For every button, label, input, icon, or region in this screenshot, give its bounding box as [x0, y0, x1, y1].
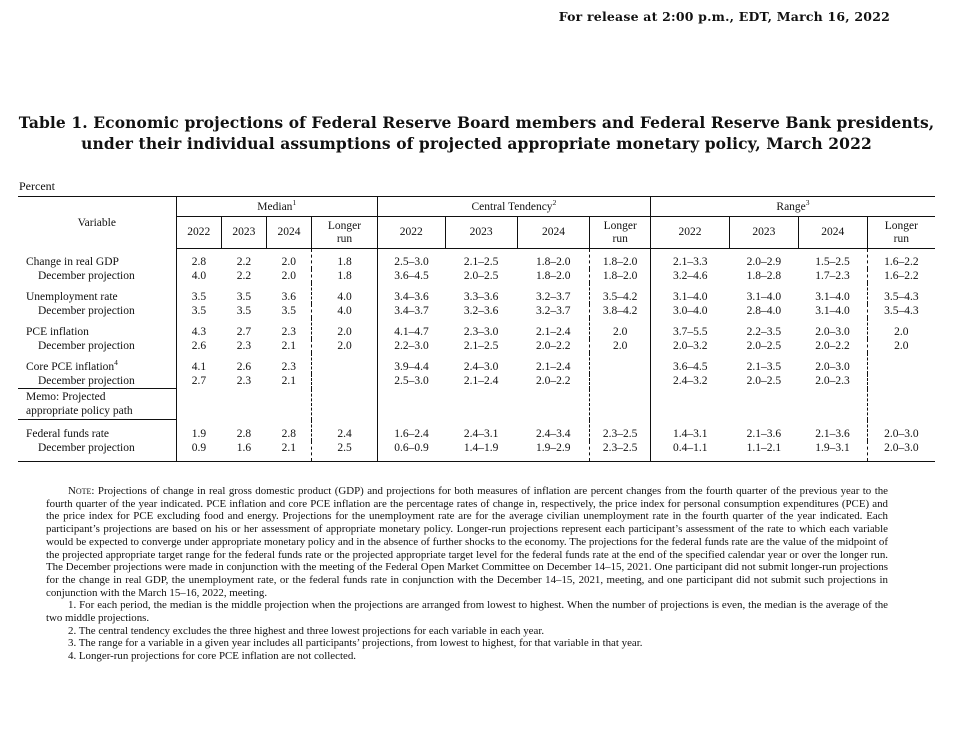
- memo-empty-cell: [445, 389, 517, 420]
- note-paragraph: Note: Projections of change in real gross domestic product (GDP) and projections for both measures of inflation are percent changes from the fourth quarter of the previous year to the fourth quarter of the year indicated. PCE inflation and core PCE inflation are the percentage rates of change in, respectively, the price index for personal consumption expenditures (PCE) and the price index for PCE excluding food and energy. Projections for the unemployment rate are for the average civilian unemployment rate in the fourth quarter of the year indicated. Each participant’s projections are based on his or her assessment of appropriate monetary policy. Longer-run projections represent each participant’s assessment of the rate to which each variable would be expected to converge under appropriate monetary policy and in the absence of further shocks to the economy. The projections for the federal funds rate are the value of the midpoint of the projected appropriate target range for the federal funds rate or the projected appropriate target level for the federal funds rate at the end of the specified calendar year or over the longer run. The December projections were made in conjunction with the meeting of the Federal Open Market Committee on December 14–15, 2021. One participant did not submit longer-run projections for the change in real GDP, the unemployment rate, or the federal funds rate in conjunction with the December 14–15, 2021, meeting, and one participant did not submit such projections in conjunction with the March 15–16, 2022, meeting.: [46, 485, 888, 599]
- pce-range-cell: 3.7–5.5: [650, 318, 729, 339]
- ffr-label: Federal funds rate: [18, 420, 176, 442]
- table-note: [46, 485, 888, 663]
- gdp-median-cell: 1.8: [312, 249, 378, 270]
- unemp-ct-cell: 3.3–3.6: [463, 291, 499, 303]
- pce-range-cell: 2.0: [867, 318, 935, 339]
- core-range-cell: 2.4–3.2: [650, 374, 729, 389]
- memo-empty-cell: [221, 389, 266, 420]
- ffr-range-cell: 2.0–3.0: [867, 420, 935, 442]
- unemp-ct-cell: 3.4–3.6: [377, 283, 445, 304]
- gdp-median-cell: 2.2: [236, 270, 252, 282]
- median-2022: 2022: [176, 217, 221, 249]
- pce-median-cell: 2.3: [236, 340, 252, 352]
- release-notice: For release at 2:00 p.m., EDT, March 16, 2022: [558, 9, 890, 24]
- ffr-ct-cell: 1.9–2.9: [535, 442, 571, 454]
- core-range-cell: 2.1–3.5: [746, 361, 782, 373]
- unemp-ct-cell: 3.2–3.7: [535, 291, 571, 303]
- ffr-range-cell: 2.1–3.6: [746, 427, 782, 440]
- core-median-cell: 2.7: [176, 374, 221, 389]
- memo-empty-cell: [377, 389, 445, 420]
- unemp-median-cell: 3.5: [236, 305, 252, 317]
- title-line-1: Table 1. Economic projections of Federal Reserve Board members and Federal Reserve Bank presidents,: [18, 113, 935, 132]
- core-ct-cell: [590, 374, 651, 389]
- pce-ct-cell: 2.3–3.0: [463, 326, 499, 338]
- ffr-range-cell: 2.0–3.0: [867, 441, 935, 462]
- gdp-median-cell: 2.8: [176, 249, 221, 270]
- projections-table: [18, 196, 935, 462]
- core-ct-cell: 2.4–3.0: [463, 361, 499, 373]
- gdp-ct-cell: 1.8–2.0: [590, 249, 651, 270]
- pce-ct-cell: 4.1–4.7: [377, 318, 445, 339]
- memo-empty-cell: [176, 389, 221, 420]
- memo-empty-cell: [650, 389, 729, 420]
- ffr-median-cell: 2.8: [281, 427, 296, 440]
- unemp-range-cell: 3.1–4.0: [650, 283, 729, 304]
- pce-range-cell: 2.2–3.5: [746, 326, 782, 338]
- memo-line-2: appropriate policy path: [26, 405, 133, 417]
- core-label: Core PCE inflation$^4$: [18, 353, 176, 374]
- core-range-cell: 2.0–2.5: [746, 375, 782, 387]
- memo-empty-cell: [798, 389, 867, 420]
- memo-line-1: Memo: Projected: [26, 391, 106, 403]
- pce-range-cell: 2.0–2.5: [746, 340, 782, 352]
- gdp-range-cell: 1.8–2.8: [746, 270, 782, 282]
- range-2024: 2024: [798, 217, 867, 249]
- pce-ct-cell: 2.0: [590, 339, 651, 353]
- core-range-cell: [867, 353, 935, 374]
- unemp-median-cell: 3.5: [176, 283, 221, 304]
- core-ct-cell: 2.1–2.4: [535, 361, 571, 373]
- ffr-median-cell: 2.8: [236, 427, 252, 440]
- unemp-median-cell: 3.5: [236, 291, 252, 303]
- ffr-median-cell: 2.5: [312, 441, 378, 462]
- unemp-ct-cell: 3.2–3.7: [535, 305, 571, 317]
- pce-ct-cell: 2.2–3.0: [377, 339, 445, 353]
- gdp-ct-cell: 2.1–2.5: [463, 256, 499, 268]
- ffr-ct-cell: 0.6–0.9: [377, 441, 445, 462]
- unemp-row: [18, 283, 935, 304]
- ffr-ct-cell: 2.3–2.5: [590, 420, 651, 442]
- core-ct-cell: 2.0–2.2: [535, 375, 571, 387]
- range-longer-run: Longer run: [867, 217, 935, 249]
- pce-median-cell: 2.0: [312, 339, 378, 353]
- gdp-median-cell: 2.0: [281, 270, 296, 282]
- pce-ct-cell: 2.1–2.5: [463, 340, 499, 352]
- ffr-median-cell: 2.1: [281, 442, 296, 454]
- unemp-ct-cell: 3.5–4.2: [590, 283, 651, 304]
- pce-label: PCE inflation: [18, 318, 176, 339]
- central-tendency-header: Central Tendency$^2$: [377, 197, 650, 217]
- unemp-range-cell: 3.5–4.3: [867, 304, 935, 318]
- unemp-label: Unemployment rate: [18, 283, 176, 304]
- projections-table-container: [18, 196, 935, 462]
- core-median-cell: 2.3: [236, 375, 252, 387]
- ffr-ct-cell: 2.3–2.5: [590, 441, 651, 462]
- core-ct-cell: [590, 353, 651, 374]
- ffr-ct-cell: 2.4–3.4: [535, 427, 571, 440]
- footnote-4: 4. Longer-run projections for core PCE inflation are not collected.: [68, 650, 356, 663]
- unemp-ct-cell: 3.8–4.2: [590, 304, 651, 318]
- ct-longer-run: Longer run: [590, 217, 651, 249]
- unemp-december-row: [18, 304, 935, 318]
- core-range-cell: 2.0–2.3: [815, 375, 850, 387]
- unemp-ct-cell: 3.4–3.7: [377, 304, 445, 318]
- ffr-range-cell: 0.4–1.1: [650, 441, 729, 462]
- gdp-ct-cell: 3.6–4.5: [377, 269, 445, 283]
- ffr-range-cell: 1.9–3.1: [815, 442, 850, 454]
- range-header: Range$^3$: [650, 197, 935, 217]
- median-2023: 2023: [221, 217, 266, 249]
- gdp-ct-cell: 2.0–2.5: [463, 270, 499, 282]
- ffr-december-row: [18, 441, 935, 462]
- unemp-range-cell: 3.5–4.3: [867, 283, 935, 304]
- core-range-cell: 3.6–4.5: [650, 353, 729, 374]
- core-median-cell: [312, 353, 378, 374]
- unit-label: Percent: [19, 179, 55, 193]
- memo-empty-cell: [312, 389, 378, 420]
- pce-ct-cell: 2.0–2.2: [535, 340, 571, 352]
- ffr-median-cell: 1.9: [176, 420, 221, 442]
- ffr-ct-cell: 1.4–1.9: [463, 442, 499, 454]
- unemp-median-cell: 3.5: [176, 304, 221, 318]
- range-2023: 2023: [730, 217, 799, 249]
- ffr-median-cell: 2.4: [312, 420, 378, 442]
- core-december-label: December projection: [18, 374, 176, 389]
- gdp-range-cell: 1.7–2.3: [815, 270, 850, 282]
- gdp-range-cell: 1.5–2.5: [815, 256, 850, 268]
- gdp-range-cell: 2.0–2.9: [746, 256, 782, 268]
- gdp-range-cell: 1.6–2.2: [867, 269, 935, 283]
- median-header: Median$^1$: [176, 197, 377, 217]
- core-ct-cell: 2.5–3.0: [377, 374, 445, 389]
- memo-empty-cell: [266, 389, 311, 420]
- pce-december-row: [18, 339, 935, 353]
- core-ct-cell: 2.1–2.4: [463, 375, 499, 387]
- gdp-label: Change in real GDP: [18, 249, 176, 270]
- unemp-range-cell: 3.1–4.0: [815, 305, 850, 317]
- ct-2023: 2023: [445, 217, 517, 249]
- gdp-range-cell: 2.1–3.3: [650, 249, 729, 270]
- ffr-range-cell: 1.1–2.1: [746, 442, 782, 454]
- table-title: [0, 112, 953, 154]
- memo-empty-cell: [517, 389, 590, 420]
- gdp-median-cell: 2.2: [236, 256, 252, 268]
- core-median-cell: 2.6: [236, 361, 252, 373]
- pce-median-cell: 2.3: [281, 326, 296, 338]
- pce-row: [18, 318, 935, 339]
- ffr-range-cell: 2.1–3.6: [815, 427, 850, 440]
- gdp-december-row: [18, 269, 935, 283]
- pce-median-cell: 2.7: [236, 326, 252, 338]
- ffr-ct-cell: 1.6–2.4: [377, 420, 445, 442]
- memo-empty-cell: [590, 389, 651, 420]
- core-range-cell: [867, 374, 935, 389]
- pce-range-cell: 2.0: [867, 339, 935, 353]
- memo-empty-cell: [867, 389, 935, 420]
- core-median-cell: [312, 374, 378, 389]
- unemp-range-cell: 2.8–4.0: [746, 305, 782, 317]
- gdp-median-cell: 2.0: [281, 256, 296, 268]
- core-december-row: [18, 374, 935, 389]
- unemp-ct-cell: 3.2–3.6: [463, 305, 499, 317]
- unemp-median-cell: 3.5: [281, 305, 296, 317]
- unemp-median-cell: 3.6: [281, 291, 296, 303]
- unemp-median-cell: 4.0: [312, 304, 378, 318]
- gdp-row: [18, 249, 935, 270]
- unemp-december-label: December projection: [18, 304, 176, 318]
- ffr-row: [18, 420, 935, 442]
- gdp-december-label: December projection: [18, 269, 176, 283]
- ct-2022: 2022: [377, 217, 445, 249]
- memo-row: [18, 389, 935, 420]
- ct-2024: 2024: [517, 217, 590, 249]
- footnote-3: 3. The range for a variable in a given year includes all participants’ projections, from lowest to highest, for that variable in that year.: [68, 637, 643, 650]
- footnote-2: 2. The central tendency excludes the three highest and three lowest projections for each variable in each year.: [68, 624, 545, 637]
- pce-median-cell: 2.6: [176, 339, 221, 353]
- gdp-ct-cell: 1.8–2.0: [535, 256, 571, 268]
- gdp-median-cell: 4.0: [176, 269, 221, 283]
- unemp-range-cell: 3.0–4.0: [650, 304, 729, 318]
- pce-median-cell: 2.1: [281, 340, 296, 352]
- memo-empty-cell: [730, 389, 799, 420]
- ffr-december-label: December projection: [18, 441, 176, 462]
- median-longer-run: Longer run: [312, 217, 378, 249]
- ffr-median-cell: 1.6: [236, 442, 252, 454]
- variable-header: Variable: [77, 216, 116, 229]
- core-median-cell: 2.3: [281, 361, 296, 373]
- gdp-ct-cell: 1.8–2.0: [535, 270, 571, 282]
- gdp-ct-cell: 2.5–3.0: [377, 249, 445, 270]
- core-ct-cell: 3.9–4.4: [377, 353, 445, 374]
- ffr-range-cell: 1.4–3.1: [650, 420, 729, 442]
- pce-range-cell: 2.0–2.2: [815, 340, 850, 352]
- gdp-range-cell: 3.2–4.6: [650, 269, 729, 283]
- pce-median-cell: 2.0: [312, 318, 378, 339]
- pce-median-cell: 4.3: [176, 318, 221, 339]
- gdp-range-cell: 1.6–2.2: [867, 249, 935, 270]
- core-median-cell: 2.1: [281, 375, 296, 387]
- unemp-median-cell: 4.0: [312, 283, 378, 304]
- core-range-cell: 2.0–3.0: [815, 361, 850, 373]
- gdp-ct-cell: 1.8–2.0: [590, 269, 651, 283]
- core-median-cell: 4.1: [176, 353, 221, 374]
- unemp-range-cell: 3.1–4.0: [746, 291, 782, 303]
- median-2024: 2024: [266, 217, 311, 249]
- unemp-range-cell: 3.1–4.0: [815, 291, 850, 303]
- pce-ct-cell: 2.1–2.4: [535, 326, 571, 338]
- core-row: [18, 353, 935, 374]
- range-2022: 2022: [650, 217, 729, 249]
- title-line-2: under their individual assumptions of projected appropriate monetary policy, March 2022: [81, 134, 872, 153]
- gdp-median-cell: 1.8: [312, 269, 378, 283]
- ffr-median-cell: 0.9: [176, 441, 221, 462]
- footnote-1: 1. For each period, the median is the middle projection when the projections are arranged from lowest to highest. When the number of projections is even, the median is the average of the two middle projections.: [46, 599, 888, 625]
- pce-range-cell: 2.0–3.0: [815, 326, 850, 338]
- ffr-ct-cell: 2.4–3.1: [463, 427, 499, 440]
- pce-december-label: December projection: [18, 339, 176, 353]
- memo-label: [18, 389, 176, 420]
- pce-range-cell: 2.0–3.2: [650, 339, 729, 353]
- pce-ct-cell: 2.0: [590, 318, 651, 339]
